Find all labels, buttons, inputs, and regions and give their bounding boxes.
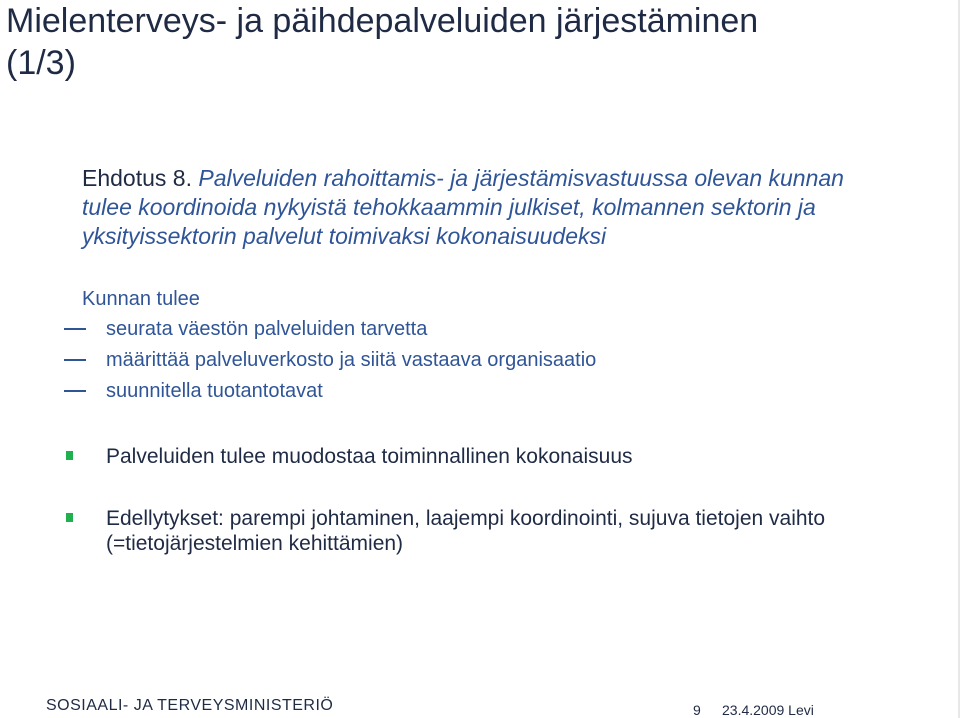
bullet-item	[66, 444, 926, 472]
list-item-text: suunnitella tuotantotavat	[106, 380, 323, 402]
kunnan-heading: Kunnan tulee	[82, 288, 200, 310]
list-item	[82, 347, 882, 378]
list-item	[82, 378, 882, 409]
dash-icon	[64, 328, 86, 330]
footer-date: 23.4.2009 Levi	[722, 702, 814, 718]
proposal-paragraph	[82, 164, 872, 251]
proposal-text: Palveluiden rahoittamis- ja järjestämisvastuussa olevan kunnan tulee koordinoida nykyistä tehokkaammin julkiset, kolmannen sektorin ja yksityissektorin palvelut toimivaksi kokonaisuudeksi	[82, 165, 844, 249]
title-line-2: (1/3)	[6, 44, 76, 82]
bullet-text: Palveluiden tulee muodostaa toiminnallinen kokonaisuus	[106, 445, 633, 468]
ministry-name: SOSIAALI- JA TERVEYSMINISTERIÖ	[46, 697, 334, 714]
list-item	[82, 316, 882, 347]
bullet-item	[66, 506, 926, 560]
square-bullet-icon	[66, 513, 73, 522]
dash-icon	[64, 390, 86, 392]
bullet-text: Edellytykset: parempi johtaminen, laajempi koordinointi, sujuva tietojen vaihto (=tietojärjestelmien kehittämien)	[106, 507, 826, 555]
kunnan-tulee-section	[82, 286, 882, 409]
dash-icon	[64, 359, 86, 361]
ministry-logo	[46, 697, 333, 715]
title-line-1: Mielenterveys- ja päihdepalveluiden järjestäminen	[6, 2, 759, 40]
list-item-text: määrittää palveluverkosto ja siitä vastaava organisaatio	[106, 349, 597, 371]
page-number: 9	[693, 702, 701, 718]
proposal-label: Ehdotus 8.	[82, 165, 192, 191]
list-item-text: seurata väestön palveluiden tarvetta	[106, 318, 428, 340]
page-title	[6, 0, 946, 84]
square-bullet-icon	[66, 451, 73, 460]
